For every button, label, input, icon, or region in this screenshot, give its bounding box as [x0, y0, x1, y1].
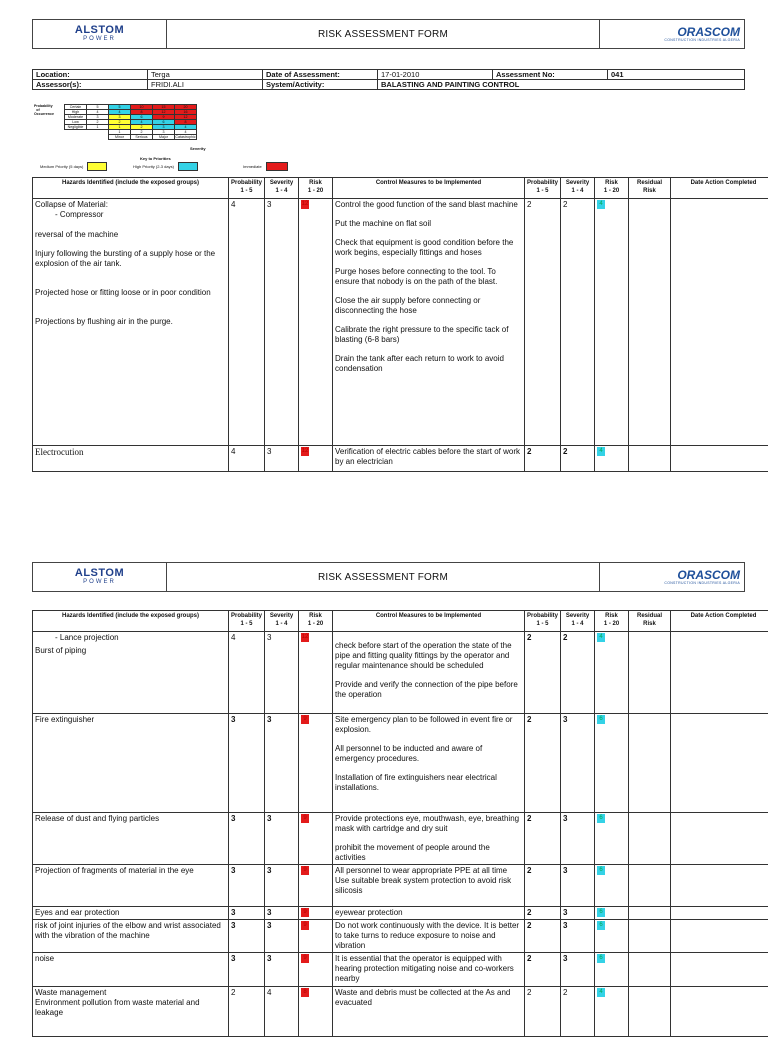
probability-cell: 2 — [229, 987, 265, 1037]
risk-badge: 9 — [301, 954, 309, 963]
key-high — [133, 162, 198, 171]
risk-2-badge: 6 — [597, 814, 605, 823]
probability-cell: 4 — [229, 446, 265, 472]
risk-2-cell — [595, 714, 629, 813]
risk-2-cell — [595, 953, 629, 987]
risk-badge: 12 — [301, 200, 309, 209]
probability-cell: 3 — [229, 714, 265, 813]
col-risk-2: Risk 1 - 20 — [595, 178, 629, 199]
residual-cell — [629, 632, 671, 714]
probability-cell: 4 — [229, 199, 265, 446]
control-text: Provide and verify the connection of the pipe before the operation — [335, 680, 522, 700]
date-action-cell — [671, 920, 768, 953]
table-row — [33, 714, 768, 813]
table-row — [33, 632, 768, 714]
severity-2-cell: 3 — [561, 920, 595, 953]
residual-cell — [629, 987, 671, 1037]
table-row — [33, 907, 768, 920]
severity-cell: 3 — [265, 714, 299, 813]
risk-2-cell — [595, 907, 629, 920]
control-cell: eyewear protection — [333, 907, 525, 920]
assessor-label: Assessor(s): — [33, 80, 148, 90]
control-text: check before start of the operation the state of the pipe and fitting quality fittings by the operator and regular maintenance should be scheduled — [335, 641, 522, 671]
control-text: Calibrate the right pressure to the specific tack of blasting (6-8 bars) — [335, 325, 522, 345]
col-risk-2: Risk 1 - 20 — [595, 611, 629, 632]
date-action-cell — [671, 813, 768, 865]
hazard-table-page1 — [32, 177, 768, 472]
hazard-text: Projected hose or fitting loose or in poor condition — [35, 288, 226, 298]
hazard-cell: risk of joint injuries of the elbow and wrist associated with the vibration of the machine — [33, 920, 229, 953]
col-residual: Residual Risk — [629, 178, 671, 199]
probability-cell: 3 — [229, 953, 265, 987]
control-text: Installation of fire extinguishers near electrical installations. — [335, 773, 522, 793]
location-label: Location: — [33, 70, 148, 80]
severity-cell: 3 — [265, 446, 299, 472]
control-cell: Waste and debris must be collected at the As and evacuated — [333, 987, 525, 1037]
probability-2-cell: 2 — [525, 632, 561, 714]
system-label: System/Activity: — [263, 80, 378, 90]
probability-2-cell: 2 — [525, 446, 561, 472]
control-text: Provide protections eye, mouthwash, eye, breathing mask with cartridge and dry suit — [335, 814, 522, 834]
risk-cell — [299, 714, 333, 813]
col-severity: Severity 1 - 4 — [265, 178, 299, 199]
risk-2-badge: 6 — [597, 908, 605, 917]
risk-badge: 12 — [301, 633, 309, 642]
severity-cell: 3 — [265, 813, 299, 865]
orascom-logo-text: ORASCOM — [677, 26, 740, 38]
hazard-cell: Release of dust and flying particles — [33, 813, 229, 865]
date-action-cell — [671, 953, 768, 987]
control-text: Site emergency plan to be followed in event fire or explosion. — [335, 715, 522, 735]
col-severity-2: Severity 1 - 4 — [561, 611, 595, 632]
control-text: Put the machine on flat soil — [335, 219, 522, 229]
risk-2-cell — [595, 632, 629, 714]
control-text: All personnel to be inducted and aware of emergency procedures. — [335, 744, 522, 764]
probability-cell: 4 — [229, 632, 265, 714]
control-text: Close the air supply before connecting or disconnecting the hose — [335, 296, 522, 316]
severity-2-cell: 3 — [561, 813, 595, 865]
hazard-text: - Compressor — [35, 210, 226, 220]
system-value: BALASTING AND PAINTING CONTROL — [378, 80, 745, 90]
risk-2-badge: 6 — [597, 954, 605, 963]
risk-cell — [299, 953, 333, 987]
table-row — [33, 813, 768, 865]
key-high-label: High Priority (2-3 days) — [133, 164, 174, 169]
probability-2-cell: 2 — [525, 920, 561, 953]
assessment-no-label: Assessment No: — [493, 70, 608, 80]
severity-cell: 3 — [265, 953, 299, 987]
control-cell — [333, 714, 525, 813]
control-cell — [333, 813, 525, 865]
date-value: 17-01-2010 — [378, 70, 493, 80]
col-control: Control Measures to be Implemented — [333, 611, 525, 632]
control-cell: Do not work continuously with the device. It is better to take turns to reduce exposure to noise and vibration — [333, 920, 525, 953]
probability-2-cell: 2 — [525, 907, 561, 920]
col-probability-2: Probability 1 - 5 — [525, 178, 561, 199]
risk-cell — [299, 813, 333, 865]
col-hazards: Hazards Identified (include the exposed groups) — [33, 178, 229, 199]
risk-badge: 9 — [301, 715, 309, 724]
severity-label: Minor — [109, 135, 131, 140]
risk-2-badge: 4 — [597, 988, 605, 997]
assessment-no-value: 041 — [608, 70, 745, 80]
risk-cell — [299, 632, 333, 714]
risk-2-badge: 6 — [597, 921, 605, 930]
date-action-cell — [671, 714, 768, 813]
risk-cell — [299, 446, 333, 472]
risk-2-badge: 6 — [597, 715, 605, 724]
hazard-cell — [33, 199, 229, 446]
risk-2-badge: 6 — [597, 866, 605, 875]
date-action-cell — [671, 987, 768, 1037]
key-medium-swatch — [87, 162, 107, 171]
risk-2-cell — [595, 813, 629, 865]
risk-2-cell — [595, 920, 629, 953]
residual-cell — [629, 446, 671, 472]
hazard-text: Projections by flushing air in the purge. — [35, 317, 226, 327]
key-medium-label: Medium Priority (5 days) — [40, 164, 83, 169]
control-text: All personnel to wear appropriate PPE at all time — [335, 866, 522, 876]
matrix-row-label: High — [65, 110, 87, 115]
alstom-logo-text: ALSTOM — [75, 568, 124, 579]
matrix-row-label: Moderate — [65, 115, 87, 120]
matrix-row-label: Negligible — [65, 125, 87, 130]
hazard-cell: Electrocution — [33, 446, 229, 472]
hazard-text: Burst of piping — [35, 646, 226, 656]
form-header — [32, 19, 745, 49]
col-residual: Residual Risk — [629, 611, 671, 632]
table-row — [33, 199, 768, 446]
risk-badge: 8 — [301, 988, 309, 997]
residual-cell — [629, 920, 671, 953]
probability-cell: 3 — [229, 865, 265, 907]
hazard-text: Waste management — [35, 988, 226, 998]
severity-2-cell: 2 — [561, 987, 595, 1037]
residual-cell — [629, 714, 671, 813]
residual-cell — [629, 907, 671, 920]
alstom-logo — [33, 20, 167, 48]
form-header-page2 — [32, 562, 745, 592]
severity-cell: 3 — [265, 907, 299, 920]
risk-badge: 9 — [301, 814, 309, 823]
date-action-cell — [671, 907, 768, 920]
probability-2-cell: 2 — [525, 987, 561, 1037]
col-risk: Risk 1 - 20 — [299, 178, 333, 199]
risk-matrix: Certain 5 5 10 15 20 High 4 4 8 12 16 Moderate 3 3 6 9 12 Low 2 2 4 6 8 Negligible 1 1 2 3 4 1 2 3 4 Minor Serious Major Catastrophic — [64, 104, 197, 140]
col-hazards: Hazards Identified (include the exposed groups) — [33, 611, 229, 632]
matrix-side-label: Probability of Occurrence — [34, 104, 42, 138]
col-date-action: Date Action Completed — [671, 611, 768, 632]
severity-cell: 3 — [265, 632, 299, 714]
severity-cell: 3 — [265, 920, 299, 953]
col-control: Control Measures to be Implemented — [333, 178, 525, 199]
hazard-cell: Fire extinguisher — [33, 714, 229, 813]
table-row — [33, 865, 768, 907]
orascom-logo-sub: CONSTRUCTION INDUSTRIES ALGERIA — [664, 38, 740, 43]
severity-2-cell: 3 — [561, 907, 595, 920]
hazard-text: Environment pollution from waste material and leakage — [35, 998, 226, 1018]
risk-cell — [299, 907, 333, 920]
residual-cell — [629, 953, 671, 987]
probability-2-cell: 2 — [525, 714, 561, 813]
table-row — [33, 446, 768, 472]
control-text: Control the good function of the sand blast machine — [335, 200, 522, 210]
probability-cell: 3 — [229, 907, 265, 920]
probability-2-cell: 2 — [525, 953, 561, 987]
hazard-text: reversal of the machine — [35, 230, 226, 240]
severity-2-cell: 3 — [561, 953, 595, 987]
severity-2-cell: 2 — [561, 446, 595, 472]
form-title: RISK ASSESSMENT FORM — [167, 20, 599, 48]
date-action-cell — [671, 446, 768, 472]
table-row — [33, 987, 768, 1037]
probability-cell: 3 — [229, 920, 265, 953]
risk-2-cell — [595, 446, 629, 472]
severity-cell: 4 — [265, 987, 299, 1037]
control-cell: It is essential that the operator is equipped with hearing protection mitigating noise and co-workers nearby — [333, 953, 525, 987]
hazard-table-page2 — [32, 610, 768, 1037]
date-label: Date of Assessment: — [263, 70, 378, 80]
matrix-row-label: Low — [65, 120, 87, 125]
residual-cell — [629, 865, 671, 907]
control-text: Use suitable break system protection to avoid risk silicosis — [335, 876, 522, 896]
severity-label: Catastrophic — [175, 135, 197, 140]
key-medium — [40, 162, 107, 171]
date-action-cell — [671, 865, 768, 907]
probability-cell: 3 — [229, 813, 265, 865]
risk-badge: 9 — [301, 866, 309, 875]
risk-cell — [299, 199, 333, 446]
alstom-logo-text: ALSTOM — [75, 25, 124, 36]
risk-badge: 12 — [301, 447, 309, 456]
location-value: Terga — [148, 70, 263, 80]
matrix-row-label: Certain — [65, 105, 87, 110]
risk-2-badge: 4 — [597, 200, 605, 209]
orascom-logo-text: ORASCOM — [677, 569, 740, 581]
alstom-logo-sub: POWER — [83, 36, 116, 43]
risk-2-badge: 4 — [597, 447, 605, 456]
key-immediate — [243, 162, 288, 171]
hazard-cell: noise — [33, 953, 229, 987]
table-row — [33, 920, 768, 953]
risk-cell — [299, 920, 333, 953]
residual-cell — [629, 813, 671, 865]
risk-badge: 9 — [301, 921, 309, 930]
hazard-cell — [33, 987, 229, 1037]
hazard-cell: Eyes and ear protection — [33, 907, 229, 920]
form-title: RISK ASSESSMENT FORM — [167, 563, 599, 591]
col-probability: Probability 1 - 5 — [229, 178, 265, 199]
control-cell — [333, 632, 525, 714]
info-table — [32, 69, 745, 90]
severity-2-cell: 2 — [561, 632, 595, 714]
col-probability-2: Probability 1 - 5 — [525, 611, 561, 632]
key-high-swatch — [178, 162, 198, 171]
hazard-cell: Projection of fragments of material in the eye — [33, 865, 229, 907]
key-immediate-swatch — [266, 162, 288, 171]
severity-2-cell: 2 — [561, 199, 595, 446]
col-probability: Probability 1 - 5 — [229, 611, 265, 632]
alstom-logo — [33, 563, 167, 591]
severity-2-cell: 3 — [561, 714, 595, 813]
date-action-cell — [671, 632, 768, 714]
control-text: Check that equipment is good condition before the work begins, especially fittings and hoses — [335, 238, 522, 258]
severity-2-cell: 3 — [561, 865, 595, 907]
orascom-logo — [599, 563, 744, 591]
risk-badge: 9 — [301, 908, 309, 917]
control-text: Purge hoses before connecting to the tool. To ensure that nobody is on the path of the blast. — [335, 267, 522, 287]
alstom-logo-sub: POWER — [83, 579, 116, 586]
risk-2-cell — [595, 199, 629, 446]
table-row — [33, 953, 768, 987]
risk-2-badge: 4 — [597, 633, 605, 642]
residual-cell — [629, 199, 671, 446]
hazard-text: Injury following the bursting of a supply hose or the explosion of the air tank. — [35, 249, 226, 269]
risk-cell — [299, 987, 333, 1037]
probability-2-cell: 2 — [525, 199, 561, 446]
control-cell — [333, 199, 525, 446]
control-cell — [333, 865, 525, 907]
control-cell: Verification of electric cables before the start of work by an electrician — [333, 446, 525, 472]
hazard-cell — [33, 632, 229, 714]
hazard-text: Collapse of Material: — [35, 200, 226, 210]
probability-2-cell: 2 — [525, 813, 561, 865]
severity-cell: 3 — [265, 199, 299, 446]
date-action-cell — [671, 199, 768, 446]
severity-cell: 3 — [265, 865, 299, 907]
probability-2-cell: 2 — [525, 865, 561, 907]
risk-2-cell — [595, 987, 629, 1037]
col-risk: Risk 1 - 20 — [299, 611, 333, 632]
col-severity-2: Severity 1 - 4 — [561, 178, 595, 199]
control-text: prohibit the movement of people around the activities — [335, 843, 522, 863]
severity-label: Major — [153, 135, 175, 140]
risk-cell — [299, 865, 333, 907]
col-severity: Severity 1 - 4 — [265, 611, 299, 632]
col-date-action: Date Action Completed — [671, 178, 768, 199]
risk-2-cell — [595, 865, 629, 907]
severity-label: Serious — [131, 135, 153, 140]
hazard-text: - Lance projection — [35, 633, 226, 643]
orascom-logo-sub: CONSTRUCTION INDUSTRIES ALGERIA — [664, 581, 740, 586]
key-title: Key to Priorities — [140, 156, 171, 161]
orascom-logo — [599, 20, 744, 48]
severity-title: Severity — [190, 146, 206, 151]
control-text: Drain the tank after each return to work to avoid condensation — [335, 354, 522, 374]
key-immediate-label: Immediate — [243, 164, 262, 169]
assessor-value: FRIDI.ALI — [148, 80, 263, 90]
